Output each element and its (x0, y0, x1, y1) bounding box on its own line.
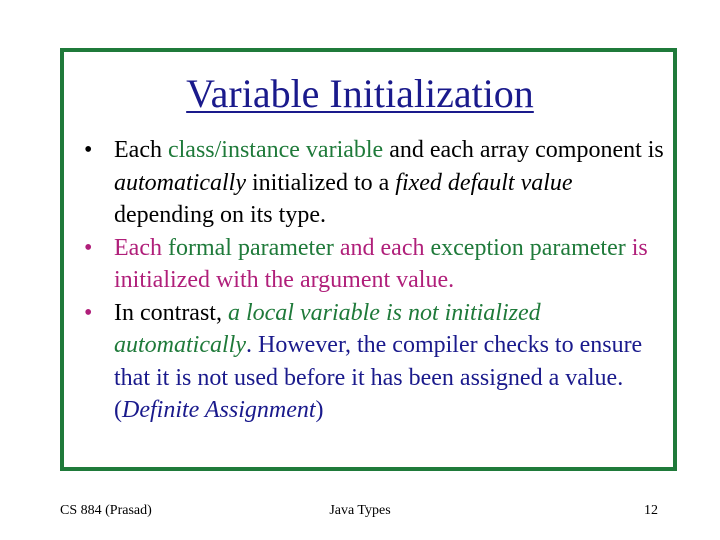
slide-title-text: Variable Initialization (186, 71, 534, 116)
bullet-text: exception parameter (430, 234, 626, 261)
bullet-text: and each array component is (383, 137, 664, 163)
bullet-dot-icon: • (84, 137, 93, 163)
bullet-text: Each (114, 234, 168, 261)
footer-course: CS 884 (Prasad) (60, 503, 152, 518)
slide-title (0, 70, 720, 118)
bullet-item (84, 297, 674, 427)
bullet-text: fixed default value (395, 169, 573, 196)
bullet-item (84, 134, 674, 232)
bullet-dot-icon: • (84, 234, 93, 261)
bullet-text: Each (114, 137, 168, 163)
bullet-text: class/instance variable (167, 137, 384, 163)
bullet-text: and each (333, 234, 431, 261)
bullet-dot-icon: • (84, 299, 93, 326)
bullet-item (84, 232, 674, 297)
bullet-text: automatically (114, 169, 246, 196)
bullet-text: formal parameter (167, 234, 334, 261)
bullet-text: ) (315, 397, 324, 423)
bullet-text: depending on its type. (114, 202, 326, 228)
footer-topic: Java Types (329, 503, 391, 518)
bullet-list (84, 134, 674, 427)
bullet-text: a local variable is not initialized automatically (114, 299, 541, 358)
bullet-text: Definite Assignment (122, 397, 316, 423)
bullet-text: In contrast, (114, 299, 228, 326)
bullet-text: is initialized with the argument value. (114, 234, 648, 293)
footer-page-number: 12 (644, 503, 658, 518)
bullet-text: . However, the compiler checks to ensure that it is not used before it has been assigned a value. ( (114, 332, 643, 423)
bullet-text: initialized to a (245, 169, 396, 196)
